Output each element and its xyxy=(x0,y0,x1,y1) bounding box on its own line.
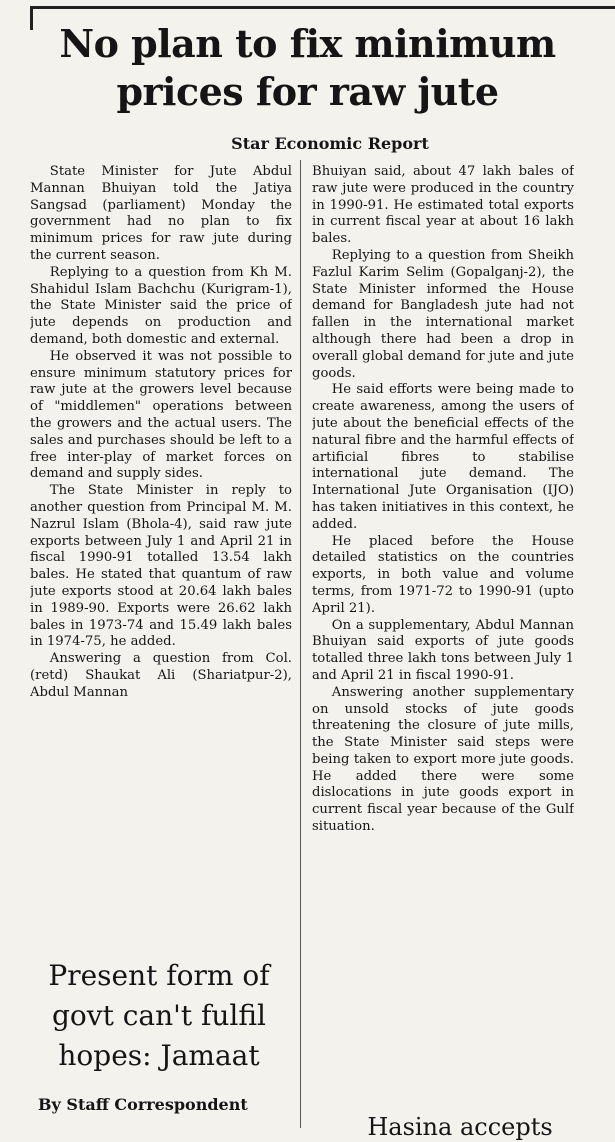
paragraph: The State Minister in reply to another question from Principal M. M. Nazrul Islam (Bhola-4), said raw jute exports between July 1 and April 21 in fiscal 1990-91 totalled 13.54 lakh bales. He stated that quantum of raw jute exports stood at 20.64 lakh bales in 1989-90. Exports were 26.62 lakh bales in 1973-74 and 15.49 lakh bales in 1974-75, he added. xyxy=(30,483,292,650)
paragraph: Answering a question from Col. (retd) Shaukat Ali (Shariatpur-2), Abdul Mannan xyxy=(30,651,292,700)
paragraph: Bhuiyan said, about 47 lakh bales of raw jute were produced in the country in 1990-91. He estimated total exports in current fiscal year at about 16 lakh bales. xyxy=(312,164,574,247)
article-byline: Star Economic Report xyxy=(231,134,429,153)
paragraph: He said efforts were being made to create awareness, among the users of jute about the beneficial effects of the natural fibre and the harmful effects of artificial fibres to stabilise international jute demand. The International Jute Organisation (IJO) has taken initiatives in this context, he added. xyxy=(312,382,574,532)
top-border-rule xyxy=(30,6,615,9)
paragraph: He placed before the House detailed statistics on the countries exports, in both value and volume terms, from 1971-72 to 1990-91 (upto April 21). xyxy=(312,533,574,616)
paragraph: He observed it was not possible to ensure minimum statutory prices for raw jute at the growers level because of "middlemen" operations between the growers and the actual users. The sales and purchases should be left to a free inter-play of market forces on demand and supply sides. xyxy=(30,348,292,482)
paragraph: Replying to a question from Kh M. Shahidul Islam Bachchu (Kurigram-1), the State Minister said the price of jute depends on production and demand, both domestic and external. xyxy=(30,264,292,347)
paragraph: State Minister for Jute Abdul Mannan Bhuiyan told the Jatiya Sangsad (parliament) Monday the government had no plan to fix minimum prices for raw jute during the current season. xyxy=(30,164,292,263)
article-headline: No plan to fix minimum prices for raw jute xyxy=(59,21,556,114)
paragraph: On a supplementary, Abdul Mannan Bhuiyan said exports of jute goods totalled three lakh tons between July 1 and April 21 in fiscal 1990-91. xyxy=(312,617,574,683)
left-column xyxy=(30,164,292,944)
paragraph: Replying to a question from Sheikh Fazlul Karim Selim (Gopalganj-2), the State Minister informed the House demand for Bangladesh jute had not fallen in the international market although there had been a drop in overall global demand for jute and jute goods. xyxy=(312,247,574,381)
column-divider xyxy=(300,160,301,1128)
second-article-headline: Present form of govt can't fulfil hopes: Jamaat xyxy=(48,959,270,1072)
cutoff-headline: Hasina accepts xyxy=(367,1113,553,1141)
right-column xyxy=(312,164,574,1109)
second-article-byline: By Staff Correspondent xyxy=(38,1095,248,1114)
paragraph: Answering another supplementary on unsold stocks of jute goods threatening the closure of jute mills, the State Minister said steps were being taken to export more jute goods. He added there were some dislocations in jute goods export in current fiscal year because of the Gulf situation. xyxy=(312,684,574,835)
